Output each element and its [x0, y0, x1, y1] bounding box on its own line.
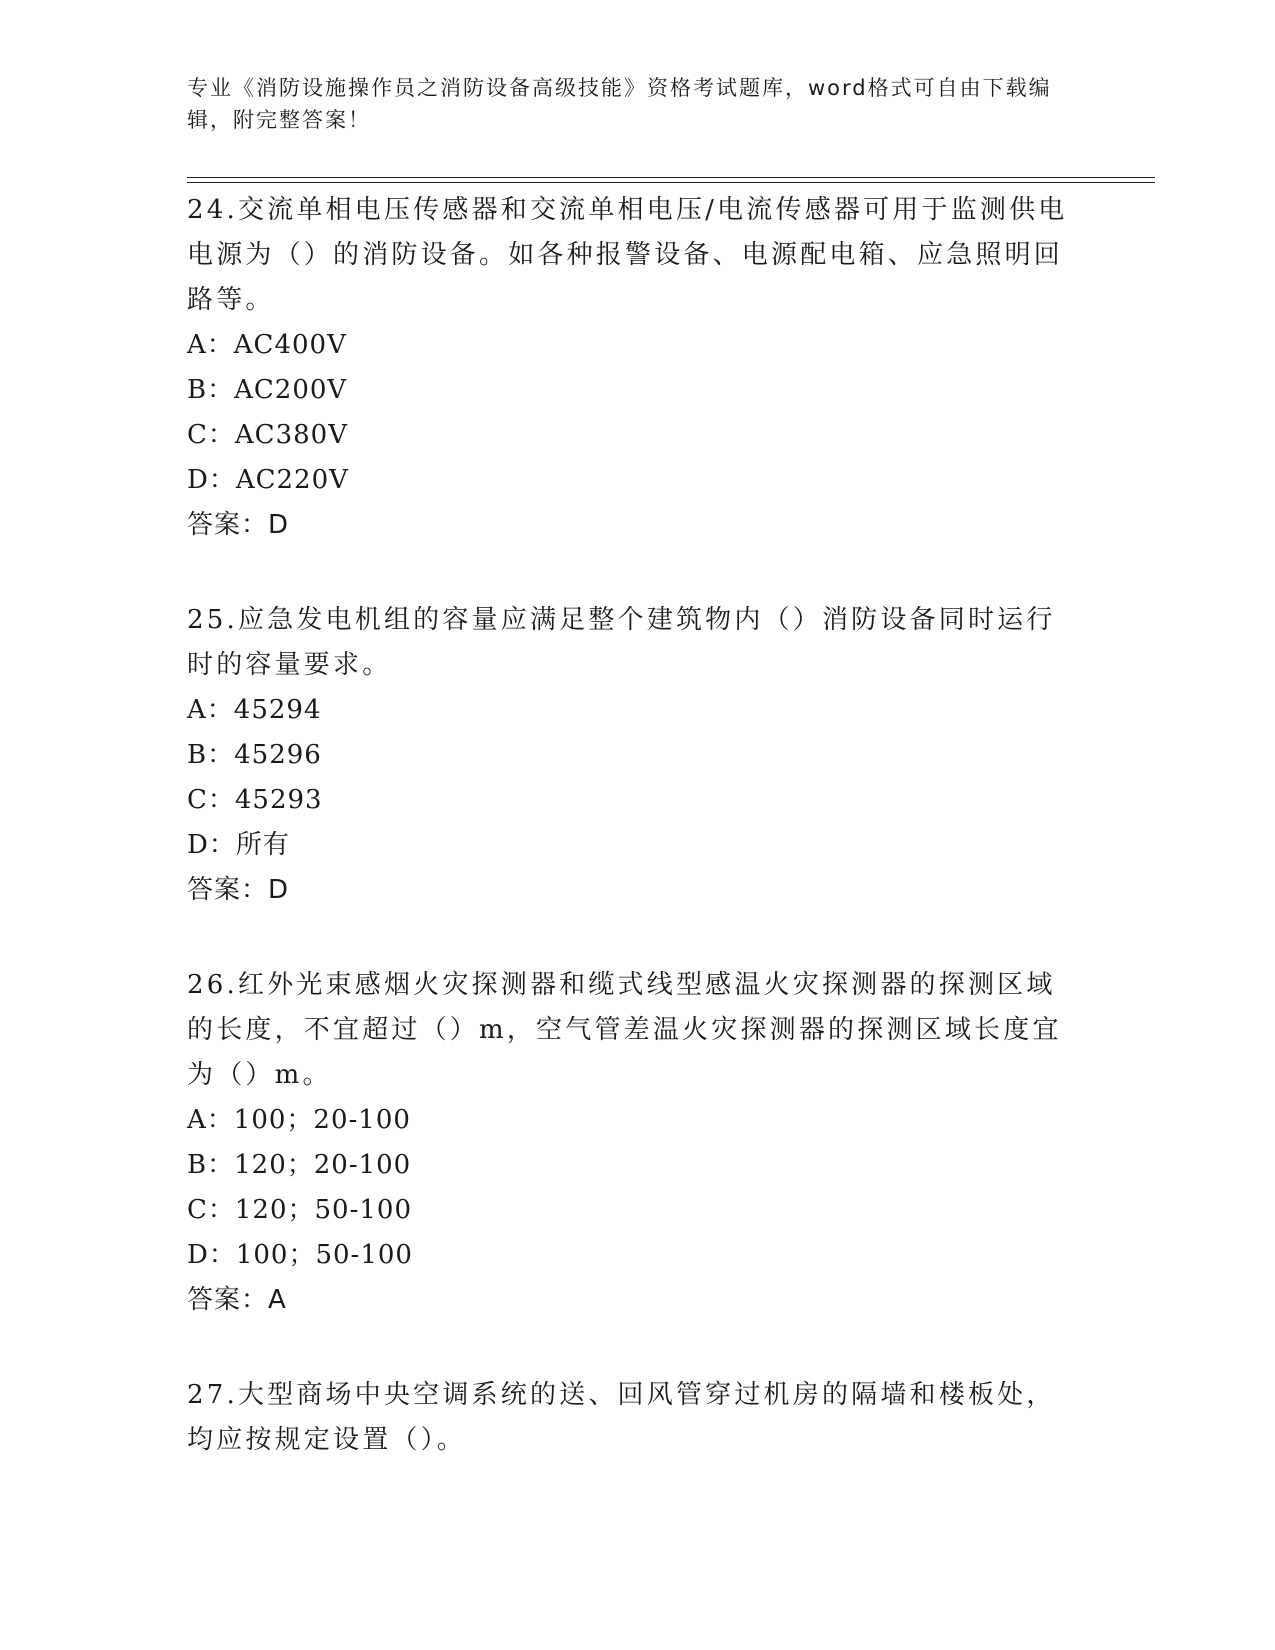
question-text: 24.交流单相电压传感器和交流单相电压/电流传感器可用于监测供电电源为（）的消防设备。如各种报警设备、电源配电箱、应急照明回路等。 [187, 195, 1068, 315]
option-d: D：所有 [187, 830, 290, 860]
question-25 [187, 598, 1077, 913]
answer-line: 答案：D [187, 510, 290, 540]
option-d: D：100；50-100 [187, 1240, 413, 1270]
option-b: B：AC200V [187, 375, 348, 405]
option-c: C：AC380V [187, 420, 348, 450]
header-divider-top [187, 177, 1155, 178]
option-b: B：45296 [187, 740, 322, 770]
question-text: 25.应急发电机组的容量应满足整个建筑物内（）消防设备同时运行时的容量要求。 [187, 605, 1056, 680]
question-text: 26.红外光束感烟火灾探测器和缆式线型感温火灾探测器的探测区域的长度，不宜超过（）m，空气管差温火灾探测器的探测区域长度宜为（）m。 [187, 970, 1062, 1090]
option-c: C：45293 [187, 785, 323, 815]
document-intro: 专业《消防设施操作员之消防设备高级技能》资格考试题库，word格式可自由下载编辑，附完整答案！ [187, 76, 1052, 132]
option-a: A：45294 [187, 695, 322, 725]
question-26 [187, 963, 1077, 1323]
option-b: B：120；20-100 [187, 1150, 412, 1180]
answer-line: 答案：A [187, 1285, 287, 1315]
option-c: C：120；50-100 [187, 1195, 413, 1225]
answer-line: 答案：D [187, 875, 290, 905]
option-d: D：AC220V [187, 465, 349, 495]
option-a: A：100；20-100 [187, 1105, 411, 1135]
question-27 [187, 1373, 1077, 1463]
header-divider-bottom [187, 182, 1155, 183]
question-text: 27.大型商场中央空调系统的送、回风管穿过机房的隔墙和楼板处，均应按规定设置（）。 [187, 1380, 1056, 1455]
option-a: A：AC400V [187, 330, 347, 360]
question-24 [187, 188, 1077, 548]
